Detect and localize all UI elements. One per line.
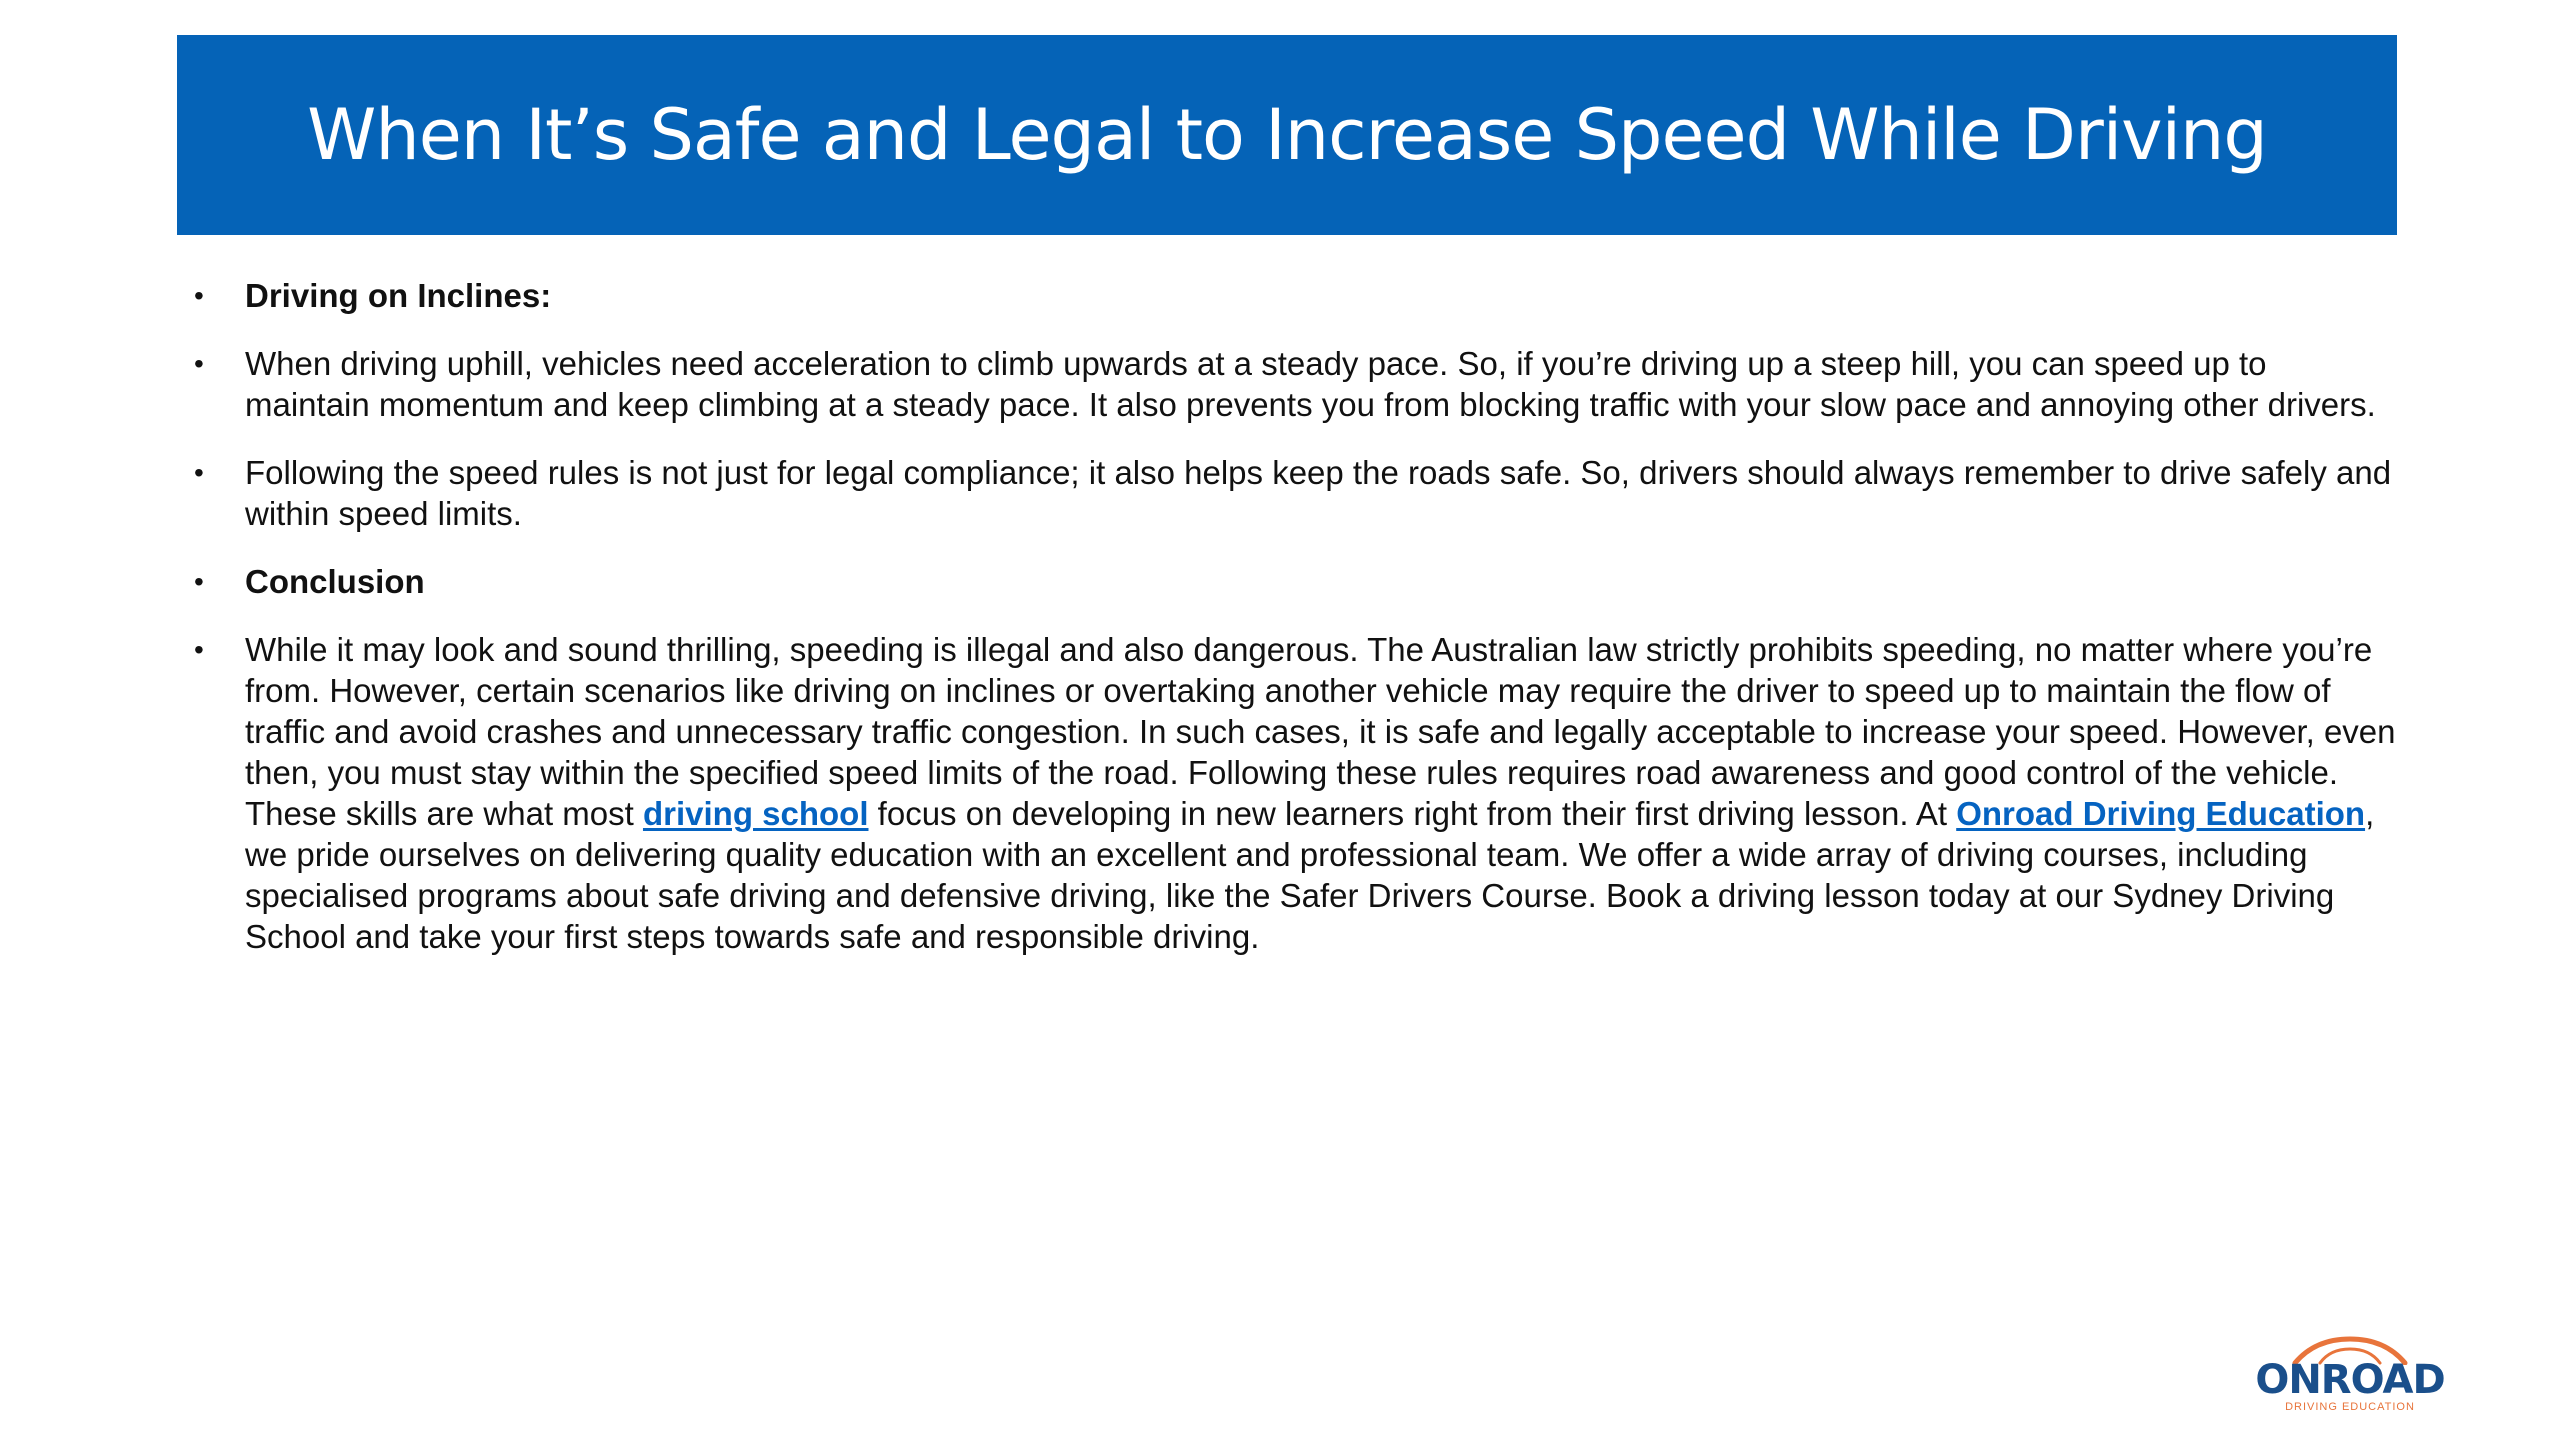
page-title: When It’s Safe and Legal to Increase Speed While Driving — [307, 94, 2267, 176]
conclusion-text-part2: focus on developing in new learners right from their first driving lesson. At — [868, 795, 1957, 832]
bullet-item — [190, 629, 2400, 957]
title-banner — [177, 35, 2397, 235]
section-heading-conclusion: Conclusion — [245, 563, 425, 600]
paragraph-uphill: When driving uphill, vehicles need acceleration to climb upwards at a steady pace. So, if you’re driving up a steep hill, you can speed up to maintain momentum and keep climbing at a steady pace. It also prevents you from blocking traffic with your slow pace and annoying other drivers. — [245, 345, 2376, 423]
logo-subtitle: DRIVING EDUCATION — [2285, 1401, 2415, 1413]
bullet-marker: • — [194, 457, 204, 488]
conclusion-text-part1: While it may look and sound thrilling, speeding is illegal and also dangerous. The Australian law strictly prohibits speeding, no matter where you’re from. However, certain scenarios like driving on inclines or overtaking another vehicle may require the driver to speed up to maintain the flow of traffic and avoid crashes and unnecessary traffic congestion. In such cases, it is safe and legally acceptable to increase your speed. However, even then, you must stay within the specified speed limits of the road. Following these rules requires road awareness and good control of the vehicle. These skills are what most — [245, 631, 2396, 832]
bullet-marker: • — [194, 566, 204, 597]
driving-school-link[interactable]: driving school — [642, 795, 869, 832]
onroad-driving-education-link[interactable]: Onroad Driving Education — [1956, 795, 2366, 832]
bullet-marker: • — [194, 634, 204, 665]
bullet-list — [190, 275, 2400, 984]
paragraph-speed-rules: Following the speed rules is not just for legal compliance; it also helps keep the roads safe. So, drivers should always remember to drive safely and within speed limits. — [245, 454, 2392, 532]
section-heading-inclines: Driving on Inclines: — [245, 277, 552, 314]
bullet-marker: • — [194, 348, 204, 379]
bullet-marker: • — [194, 280, 204, 311]
logo-wordmark: ONROAD — [2255, 1357, 2445, 1403]
bullet-item — [190, 275, 2400, 316]
paragraph-conclusion — [245, 631, 2396, 955]
onroad-logo — [2255, 1335, 2445, 1415]
conclusion-text-part3: , we pride ourselves on delivering quality education with an excellent and professional team. We offer a wide array of driving courses, including specialised programs about safe driving and defensive driving, like the Safer Drivers Course. Book a driving lesson today at our Sydney Driving School and take your first steps towards safe and responsible driving. — [245, 795, 2375, 955]
bullet-item — [190, 561, 2400, 602]
bullet-item — [190, 343, 2400, 425]
bullet-item — [190, 452, 2400, 534]
